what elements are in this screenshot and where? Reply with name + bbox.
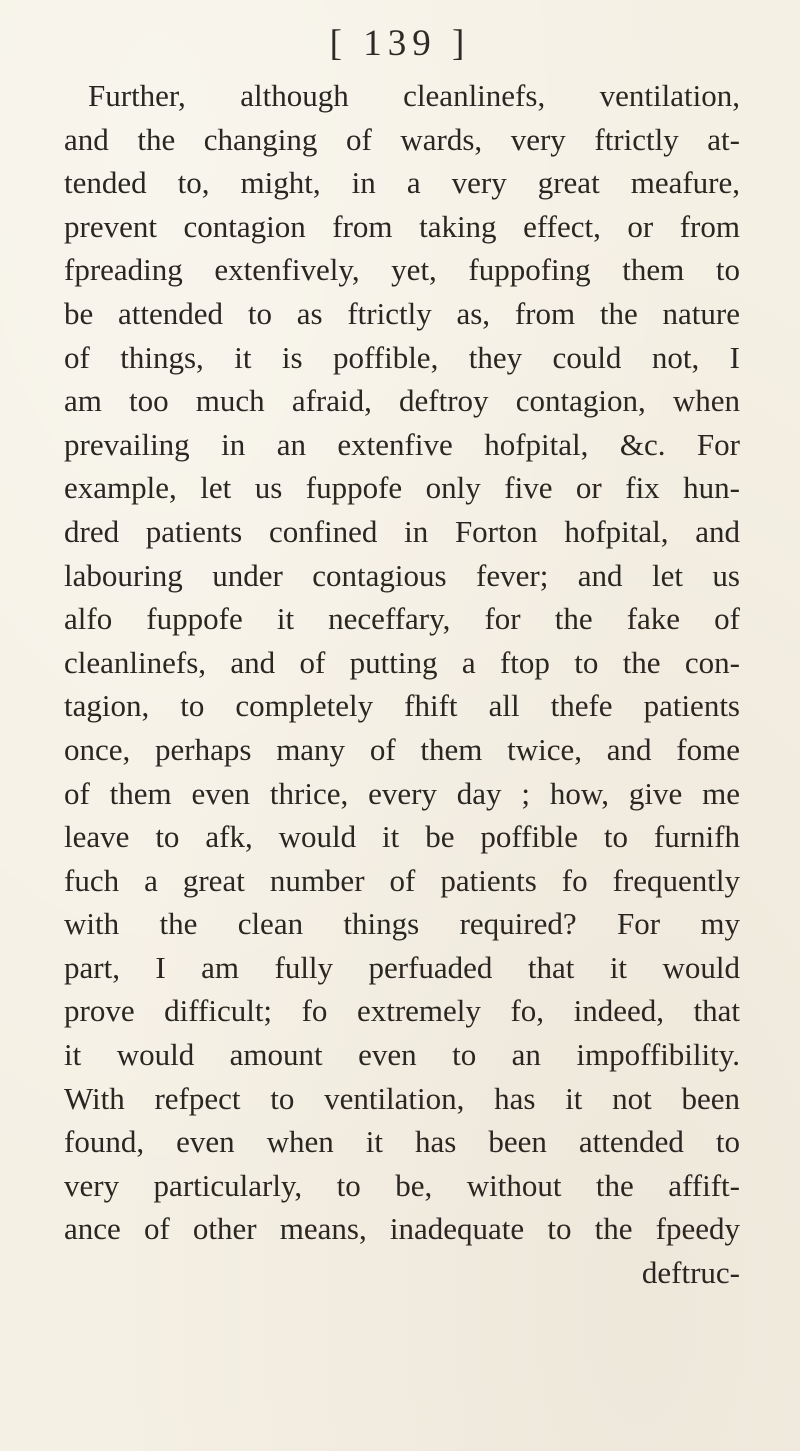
text-line: of things, it is poffible, they could not, I: [64, 339, 740, 375]
text-line: labouring under contagious fever; and let us: [64, 557, 740, 593]
text-line: be attended to as ftrictly as, from the nature: [64, 295, 740, 331]
text-line: fuch a great number of patients fo frequently: [64, 862, 740, 898]
body-text: [64, 74, 740, 1295]
text-line: leave to afk, would it be poffible to furnifh: [64, 819, 740, 855]
text-line: ance of other means, inadequate to the fpeedy: [64, 1211, 740, 1247]
page-number: [ 139 ]: [329, 23, 471, 64]
text-line: found, even when it has been attended to: [64, 1124, 740, 1160]
text-line: With refpect to ventilation, has it not been: [64, 1080, 740, 1116]
text-line: and the changing of wards, very ftrictly at-: [64, 121, 740, 157]
text-line: cleanlinefs, and of putting a ftop to the con-: [64, 644, 740, 680]
text-line: prevailing in an extenfive hofpital, &c. For: [64, 426, 740, 462]
text-line: prevent contagion from taking effect, or from: [64, 208, 740, 244]
text-line: part, I am fully perfuaded that it would: [64, 949, 740, 985]
text-line: with the clean things required? For my: [64, 906, 740, 942]
catchword: deftruc-: [641, 1255, 740, 1291]
text-line: tagion, to completely fhift all thefe patients: [64, 688, 740, 724]
text-line: example, let us fuppofe only five or fix hun-: [64, 470, 740, 506]
text-line: tended to, might, in a very great meafure,: [64, 165, 740, 201]
text-line: am too much afraid, deftroy contagion, when: [64, 383, 740, 419]
text-line: Further, although cleanlinefs, ventilation,: [88, 78, 740, 113]
text-line: very particularly, to be, without the affift-: [64, 1167, 740, 1203]
text-line: alfo fuppofe it neceffary, for the fake of: [64, 601, 740, 637]
text-line: dred patients confined in Forton hofpital, and: [64, 513, 740, 549]
text-line: it would amount even to an impoffibility.: [64, 1037, 740, 1073]
text-line: prove difficult; fo extremely fo, indeed, that: [64, 993, 740, 1029]
text-line: once, perhaps many of them twice, and fome: [64, 731, 740, 767]
text-line: fpreading extenfively, yet, fuppofing them to: [64, 252, 740, 288]
text-line: of them even thrice, every day ; how, give me: [64, 775, 740, 811]
